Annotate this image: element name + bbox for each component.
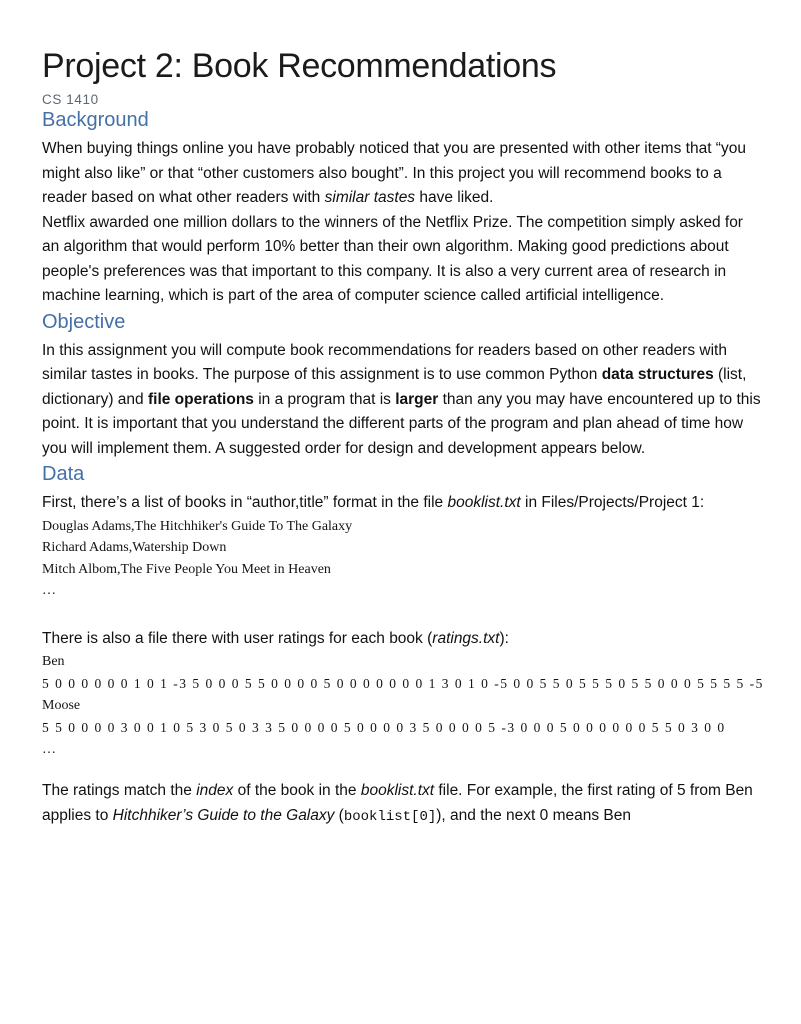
data-intro-paragraph: First, there’s a list of books in “author,title” format in the file booklist.txt in Files/Projects/Project 1: [42,494,705,511]
ratings-values-2: 5 5 0 0 0 0 3 0 0 1 0 5 3 0 5 0 3 3 5 0 0 0 0 5 0 0 0 0 3 5 0 0 0 0 5 -3 0 0 0 5 0 0 0 0 0 0 5 5 0 3 0 0 [42,720,726,735]
booklist-line-1: Douglas Adams,The Hitchhiker's Guide To The Galaxy [42,518,353,534]
ratings-user-2: Moose [42,698,81,713]
booklist-line-2: Richard Adams,Watership Down [42,540,227,555]
ratings-ellipsis: … [42,742,56,757]
ratings-file-sample [42,651,763,761]
ratings-values-1: 5 0 0 0 0 0 0 1 0 1 -3 5 0 0 0 5 5 0 0 0 0 5 0 0 0 0 0 0 0 1 3 0 1 0 -5 0 0 5 5 0 5 5 5 0 5 5 0 0 0 5 5 5 5 -5 [42,676,764,691]
course-subtitle: CS 1410 [42,92,99,107]
booklist-file-sample [42,516,763,602]
page-title: Project 2: Book Recommendations [42,47,557,85]
ratings-intro-paragraph: There is also a file there with user ratings for each book (ratings.txt): [42,629,509,647]
background-paragraph-2: Netflix awarded one million dollars to the winners of the Netflix Prize. The competition simply asked for an algorithm that would perform 10% better than their own algorithm. Making good predictions about people's preferences was that important to this company. It is also a very current area of research in machine learning, which is part of the area of computer science called artificial intelligence. [42,213,743,304]
section-heading-data: Data [42,463,85,485]
section-heading-objective: Objective [42,310,126,333]
objective-paragraph: In this assignment you will compute book recommendations for readers based on other readers with similar tastes in books. The purpose of this assignment is to use common Python data structures (list, dictionary) and file operations in a program that is larger than any you may have encountered up to this point. It is important that you understand the different parts of the program and plan ahead of time how you will implement them. A suggested order for design and development appears below. [42,341,761,457]
background-paragraph-1: When buying things online you have probably noticed that you are presented with other items that “you might also like” or that “other customers also bought”. In this project you will recommend books to a reader based on what other readers with similar tastes have liked. [42,140,746,206]
ratings-user-1: Ben [42,654,65,669]
booklist-line-3: Mitch Albom,The Five People You Meet in Heaven [42,561,331,577]
section-heading-background: Background [42,109,149,131]
booklist-ellipsis: … [42,583,56,598]
ratings-explanation-paragraph: The ratings match the index of the book in the booklist.txt file. For example, the first rating of 5 from Ben applies to Hitchhiker’s Guide to the Galaxy (booklist[0]), and the next 0 means Ben [42,782,753,825]
